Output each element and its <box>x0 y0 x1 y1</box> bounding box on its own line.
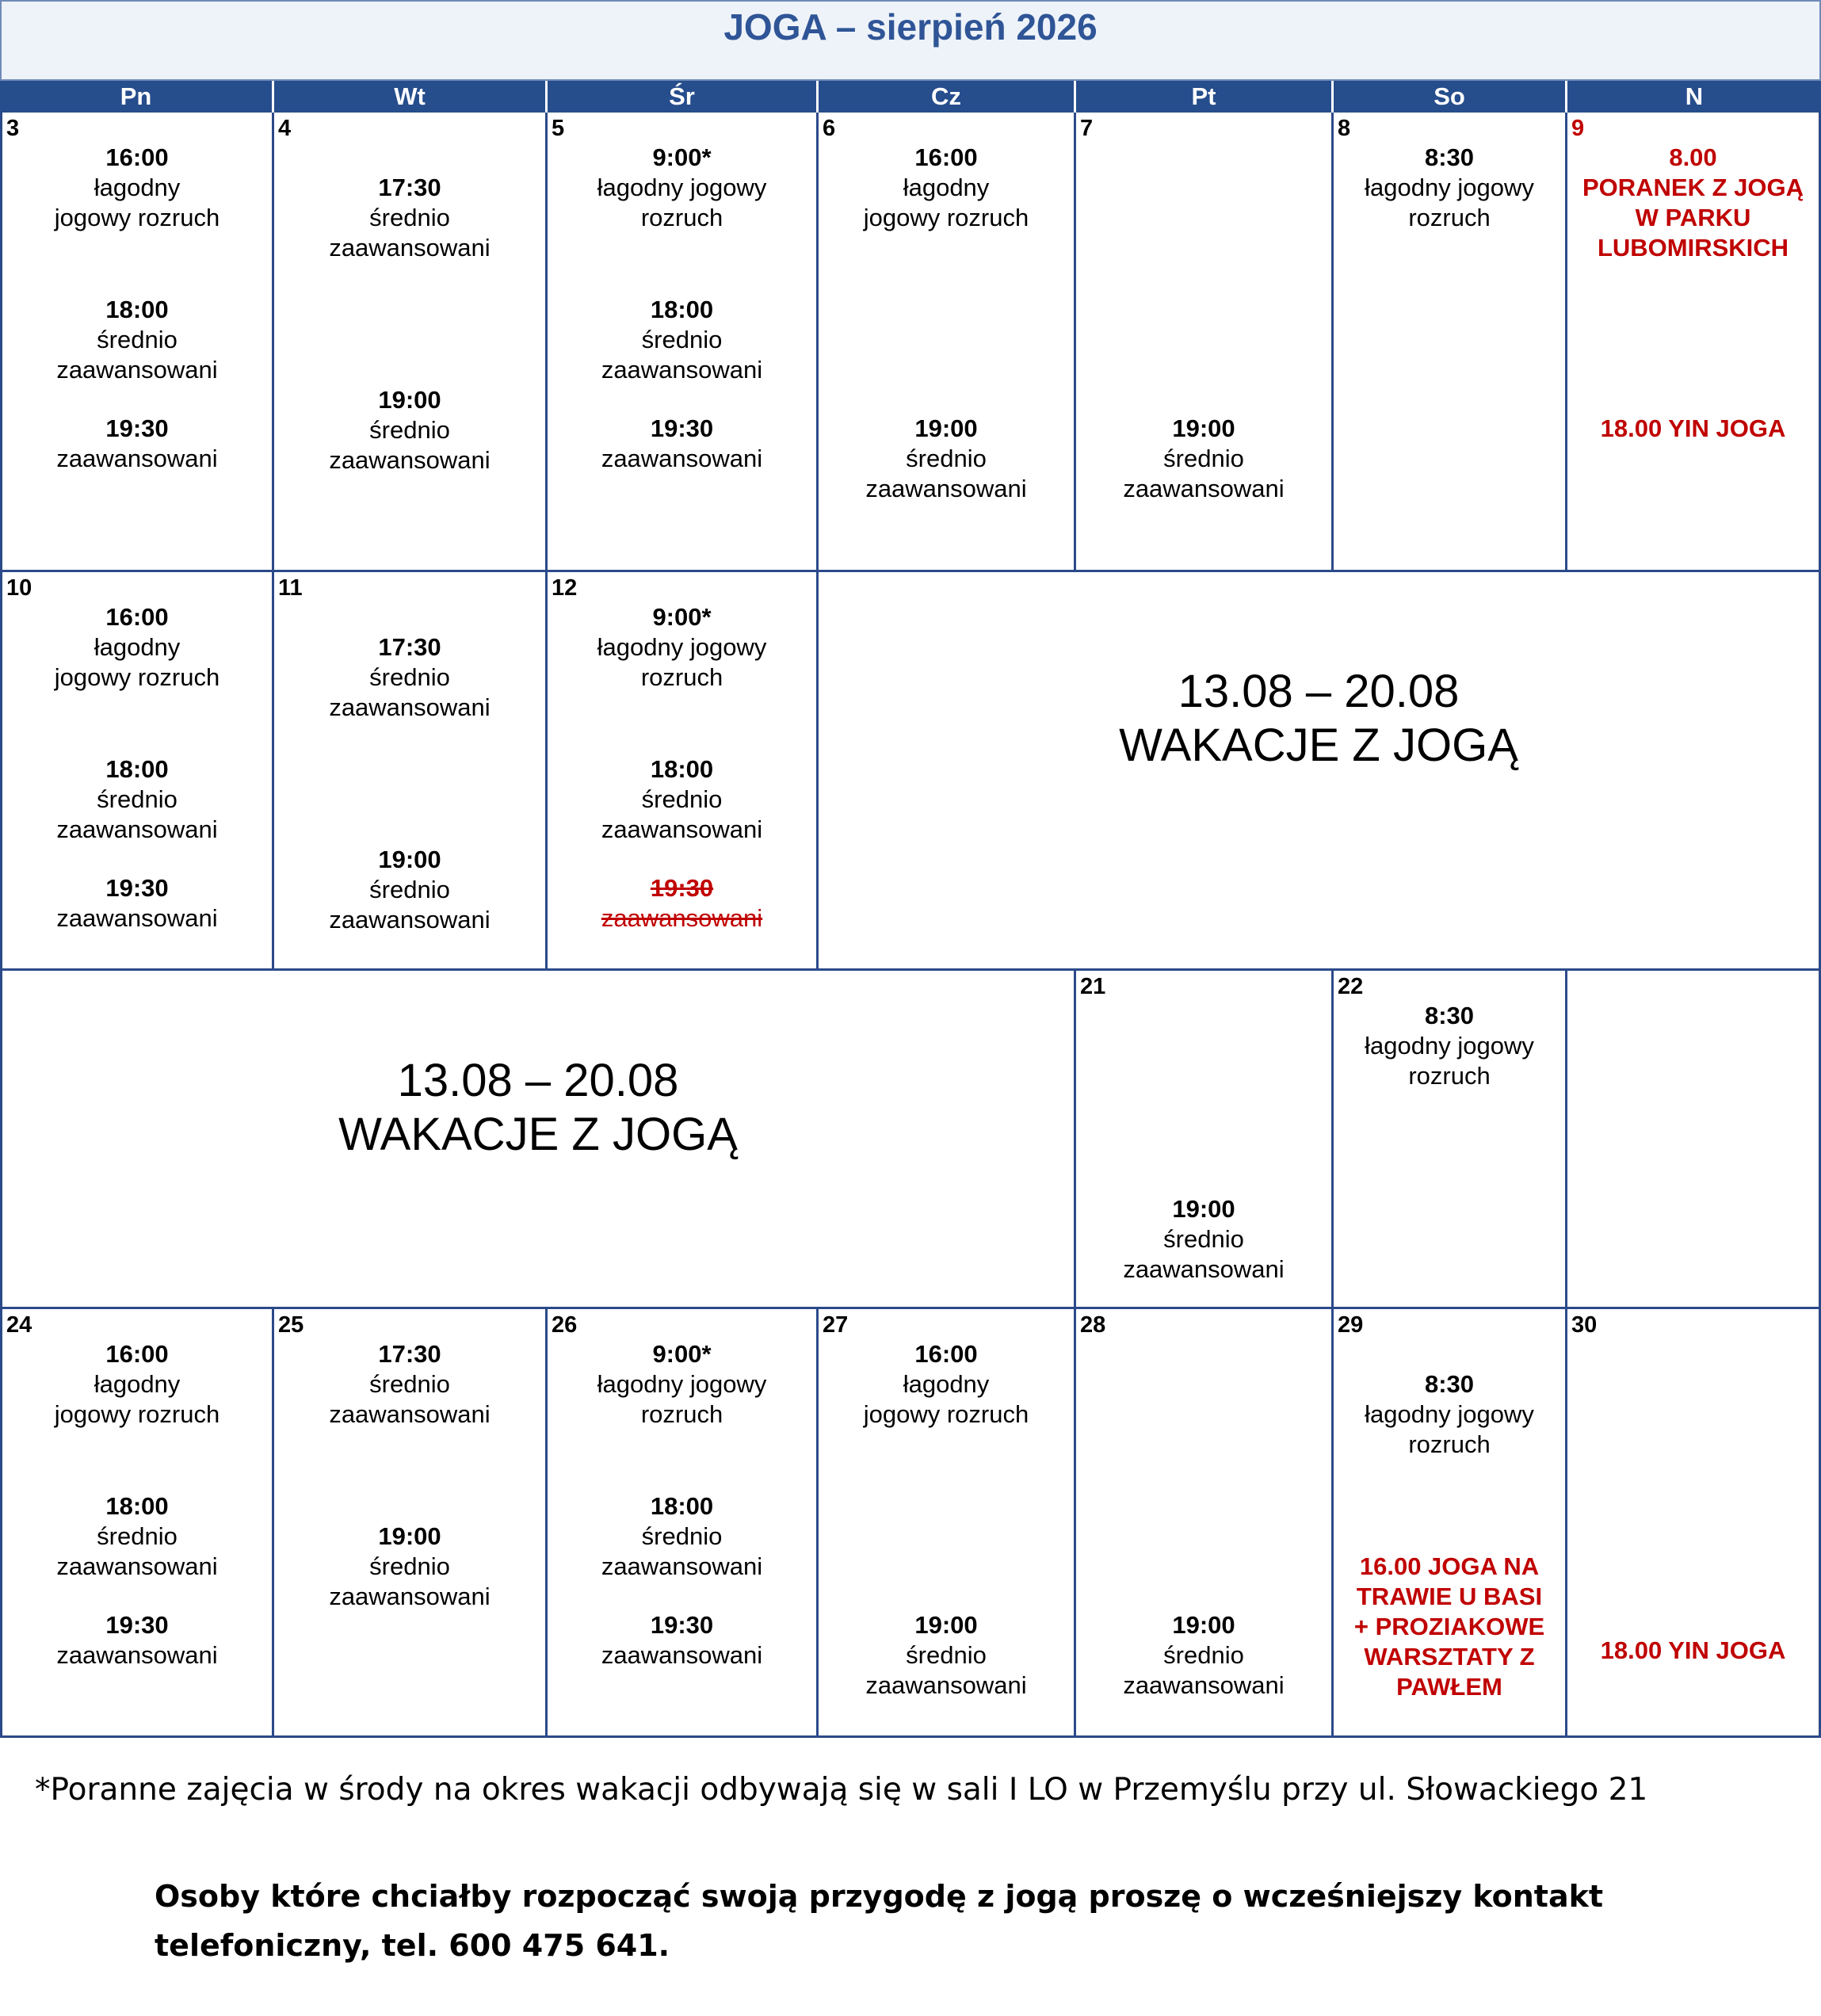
class-level: zaawansowani <box>329 1583 491 1610</box>
day-cell <box>0 1309 274 1738</box>
class-level: zaawansowani <box>56 356 218 384</box>
weekday-header: N <box>1567 81 1821 113</box>
class-level: zaawansowani <box>865 475 1027 502</box>
class-time: 19:00 <box>378 846 441 873</box>
class-level: średnio <box>97 1522 178 1550</box>
day-number: 27 <box>823 1312 849 1338</box>
class-time: 16:00 <box>105 603 169 631</box>
class-level: średnio <box>906 445 987 472</box>
class-event <box>2 1491 272 1582</box>
class-level: średnio <box>369 204 450 231</box>
class-time: 9:00* <box>652 1340 712 1368</box>
class-time: 19:00 <box>1172 1195 1235 1223</box>
class-level: rozruch <box>640 663 723 691</box>
class-event <box>819 1610 1074 1701</box>
class-time: 19:00 <box>914 1611 978 1639</box>
class-time: 19:30 <box>105 874 169 902</box>
class-event <box>2 1339 272 1430</box>
class-time: 16:00 <box>914 1340 978 1368</box>
class-event <box>2 754 272 845</box>
day-number: 11 <box>278 575 303 601</box>
class-time: 18:00 <box>105 296 169 323</box>
class-level: rozruch <box>640 204 723 231</box>
special-event: 16.00 JOGA NA TRAWIE U BASI + PROZIAKOWE WARSZTATY Z PAWŁEM <box>1353 1552 1545 1701</box>
class-event <box>548 754 816 845</box>
class-level: zaawansowani <box>1123 475 1285 502</box>
class-level: średnio <box>1163 1225 1244 1253</box>
class-level: łagodny jogowy <box>597 633 767 661</box>
weekday-header: So <box>1334 81 1567 113</box>
day-cell <box>274 572 548 971</box>
vacation-label: WAKACJE Z JOGĄ <box>338 1109 738 1160</box>
weekday-header: Pt <box>1076 81 1334 113</box>
class-level: zaawansowani <box>56 815 218 843</box>
class-event <box>819 1339 1074 1430</box>
day-number: 3 <box>6 116 20 141</box>
class-level: jogowy rozruch <box>863 1400 1029 1428</box>
class-time: 19:30 <box>650 874 714 902</box>
day-cell <box>1076 1309 1334 1738</box>
class-level: łagodny <box>94 633 181 661</box>
class-event <box>1076 1194 1331 1285</box>
special-event: 18.00 YIN JOGA <box>1600 1636 1786 1664</box>
class-level: zaawansowani <box>329 1400 491 1428</box>
class-event <box>2 602 272 693</box>
class-event <box>548 143 816 233</box>
day-cell <box>0 113 274 572</box>
day-number: 25 <box>278 1312 304 1338</box>
class-time: 17:30 <box>378 633 441 661</box>
class-level: zaawansowani <box>601 815 763 843</box>
day-number: 9 <box>1571 116 1585 141</box>
class-event <box>548 414 816 474</box>
class-level: jogowy rozruch <box>54 663 220 691</box>
class-level: łagodny jogowy <box>1365 1400 1534 1428</box>
class-level: łagodny jogowy <box>1365 174 1534 201</box>
day-cell <box>274 1309 548 1738</box>
day-cell <box>1076 113 1334 572</box>
class-level: zaawansowani <box>601 1641 763 1669</box>
page-title: JOGA – sierpień 2026 <box>0 0 1821 81</box>
class-level: zaawansowani <box>329 234 491 262</box>
class-time: 8:30 <box>1424 1370 1475 1398</box>
class-level: łagodny jogowy <box>1365 1032 1534 1060</box>
vacation-block <box>0 971 1076 1309</box>
class-time: 8:30 <box>1424 1002 1475 1029</box>
day-number: 28 <box>1080 1312 1106 1338</box>
class-level: zaawansowani <box>601 356 763 384</box>
day-cell <box>548 113 819 572</box>
class-level: zaawansowani <box>601 1552 763 1580</box>
class-event <box>274 845 545 935</box>
day-cell <box>548 1309 819 1738</box>
day-number: 29 <box>1338 1312 1364 1338</box>
class-time: 16:00 <box>105 143 169 171</box>
class-level: jogowy rozruch <box>54 1400 220 1428</box>
class-time: 16:00 <box>105 1340 169 1368</box>
class-time: 9:00* <box>652 143 712 171</box>
contact-note: Osoby które chciałby rozpocząć swoją przygodę z jogą proszę o wcześniejszy kontakt telefoniczny, tel. 600 475 641. <box>155 1879 1604 1963</box>
class-time: 19:00 <box>1172 414 1235 442</box>
day-cell <box>0 572 274 971</box>
weekday-header: Pn <box>0 81 274 113</box>
weekday-header: Cz <box>819 81 1076 113</box>
class-level: zaawansowani <box>1123 1671 1285 1699</box>
class-level: łagodny <box>903 1370 990 1398</box>
class-level: średnio <box>369 876 450 903</box>
day-cell <box>1567 1309 1821 1738</box>
class-level: średnio <box>369 416 450 444</box>
day-number: 30 <box>1571 1312 1598 1338</box>
class-event <box>1334 1001 1565 1091</box>
vacation-dates: 13.08 – 20.08 <box>1178 666 1460 717</box>
class-level: rozruch <box>640 1400 723 1428</box>
class-time: 18:00 <box>650 755 714 783</box>
class-level: łagodny jogowy <box>597 174 767 201</box>
special-event: 18.00 YIN JOGA <box>1600 414 1786 442</box>
class-level: łagodny <box>94 174 181 201</box>
class-level: średnio <box>1163 445 1244 472</box>
class-event <box>2 1610 272 1670</box>
class-level: zaawansowani <box>865 1671 1027 1699</box>
class-level: zaawansowani <box>601 445 763 472</box>
class-time: 18:00 <box>105 755 169 783</box>
class-level: średnio <box>906 1641 987 1669</box>
day-number: 7 <box>1080 116 1094 141</box>
class-event <box>1076 1610 1331 1701</box>
class-time: 19:00 <box>1172 1611 1235 1639</box>
class-level: łagodny <box>903 174 990 201</box>
class-time: 19:30 <box>650 1611 714 1639</box>
class-time: 17:30 <box>378 174 441 201</box>
class-event <box>274 385 545 475</box>
class-time: 8:30 <box>1424 143 1475 171</box>
class-event <box>274 632 545 723</box>
weekday-header: Śr <box>548 81 819 113</box>
day-number: 6 <box>823 116 836 141</box>
class-level: zaawansowani <box>56 445 218 472</box>
class-level: średnio <box>97 326 178 353</box>
class-time: 19:00 <box>378 1522 441 1550</box>
day-number: 21 <box>1080 974 1106 999</box>
class-level: zaawansowani <box>56 1641 218 1669</box>
day-number: 12 <box>552 575 578 601</box>
class-level: jogowy rozruch <box>54 204 220 231</box>
class-time: 19:30 <box>105 414 169 442</box>
day-number: 26 <box>552 1312 578 1338</box>
class-event <box>819 143 1074 233</box>
day-number: 8 <box>1338 116 1351 141</box>
class-event <box>819 414 1074 504</box>
class-event <box>548 295 816 385</box>
class-event <box>1334 1369 1565 1460</box>
class-event <box>274 1339 545 1430</box>
class-level: rozruch <box>1408 204 1491 231</box>
class-event <box>1076 414 1331 504</box>
class-level: łagodny jogowy <box>597 1370 767 1398</box>
class-time: 19:30 <box>105 1611 169 1639</box>
day-cell <box>1334 113 1567 572</box>
class-time: 19:30 <box>650 414 714 442</box>
class-level: średnio <box>641 1522 723 1550</box>
day-cell-empty <box>1567 971 1821 1309</box>
class-time: 18:00 <box>650 1492 714 1520</box>
class-event <box>2 295 272 385</box>
class-time: 9:00* <box>652 603 712 631</box>
day-number: 22 <box>1338 974 1364 999</box>
class-level: zaawansowani <box>329 906 491 934</box>
class-level: średnio <box>641 326 723 353</box>
day-cell <box>1567 113 1821 572</box>
footnote: *Poranne zajęcia w środy na okres wakacji odbywają się w sali I LO w Przemyślu przy ul. Słowackiego 21 <box>35 1772 1648 1808</box>
day-number: 4 <box>278 116 292 141</box>
vacation-label: WAKACJE Z JOGĄ <box>1119 720 1518 771</box>
day-number: 5 <box>552 116 565 141</box>
class-level: zaawansowani <box>329 693 491 721</box>
class-time: 19:00 <box>378 386 441 414</box>
class-time: 18:00 <box>105 1492 169 1520</box>
day-number: 10 <box>6 575 32 601</box>
class-event <box>548 1610 816 1670</box>
class-time: 16:00 <box>914 143 978 171</box>
vacation-block <box>819 572 1821 971</box>
cancelled-class <box>548 873 816 934</box>
day-cell <box>1334 971 1567 1309</box>
day-cell <box>1334 1309 1567 1738</box>
class-event <box>274 1522 545 1612</box>
weekday-header: Wt <box>274 81 548 113</box>
class-level: łagodny <box>94 1370 181 1398</box>
day-cell <box>819 113 1076 572</box>
class-level: średnio <box>369 1370 450 1398</box>
day-cell <box>1076 971 1334 1309</box>
class-event <box>548 1339 816 1430</box>
class-event <box>1334 143 1565 233</box>
day-cell <box>274 113 548 572</box>
day-cell <box>548 572 819 971</box>
class-event <box>2 414 272 474</box>
class-time: 17:30 <box>378 1340 441 1368</box>
special-event: 8.00 PORANEK Z JOGĄ W PARKU LUBOMIRSKICH <box>1582 143 1804 262</box>
class-level: rozruch <box>1408 1062 1491 1090</box>
vacation-dates: 13.08 – 20.08 <box>397 1055 679 1106</box>
class-level: zaawansowani <box>1123 1255 1285 1283</box>
class-level: średnio <box>641 785 723 813</box>
class-time: 19:00 <box>914 414 978 442</box>
day-cell <box>819 1309 1076 1738</box>
class-time: 18:00 <box>650 296 714 323</box>
class-event <box>548 1491 816 1582</box>
class-level: średnio <box>369 1552 450 1580</box>
class-level: jogowy rozruch <box>863 204 1029 231</box>
class-level: średnio <box>1163 1641 1244 1669</box>
class-level: zaawansowani <box>56 904 218 932</box>
class-level: zaawansowani <box>601 904 763 932</box>
class-level: średnio <box>369 663 450 691</box>
class-level: rozruch <box>1408 1430 1491 1458</box>
class-event <box>2 143 272 233</box>
class-level: średnio <box>97 785 178 813</box>
class-event <box>548 602 816 693</box>
class-event <box>274 173 545 263</box>
day-number: 24 <box>6 1312 32 1338</box>
class-event <box>2 873 272 934</box>
class-level: zaawansowani <box>56 1552 218 1580</box>
class-level: zaawansowani <box>329 446 491 474</box>
